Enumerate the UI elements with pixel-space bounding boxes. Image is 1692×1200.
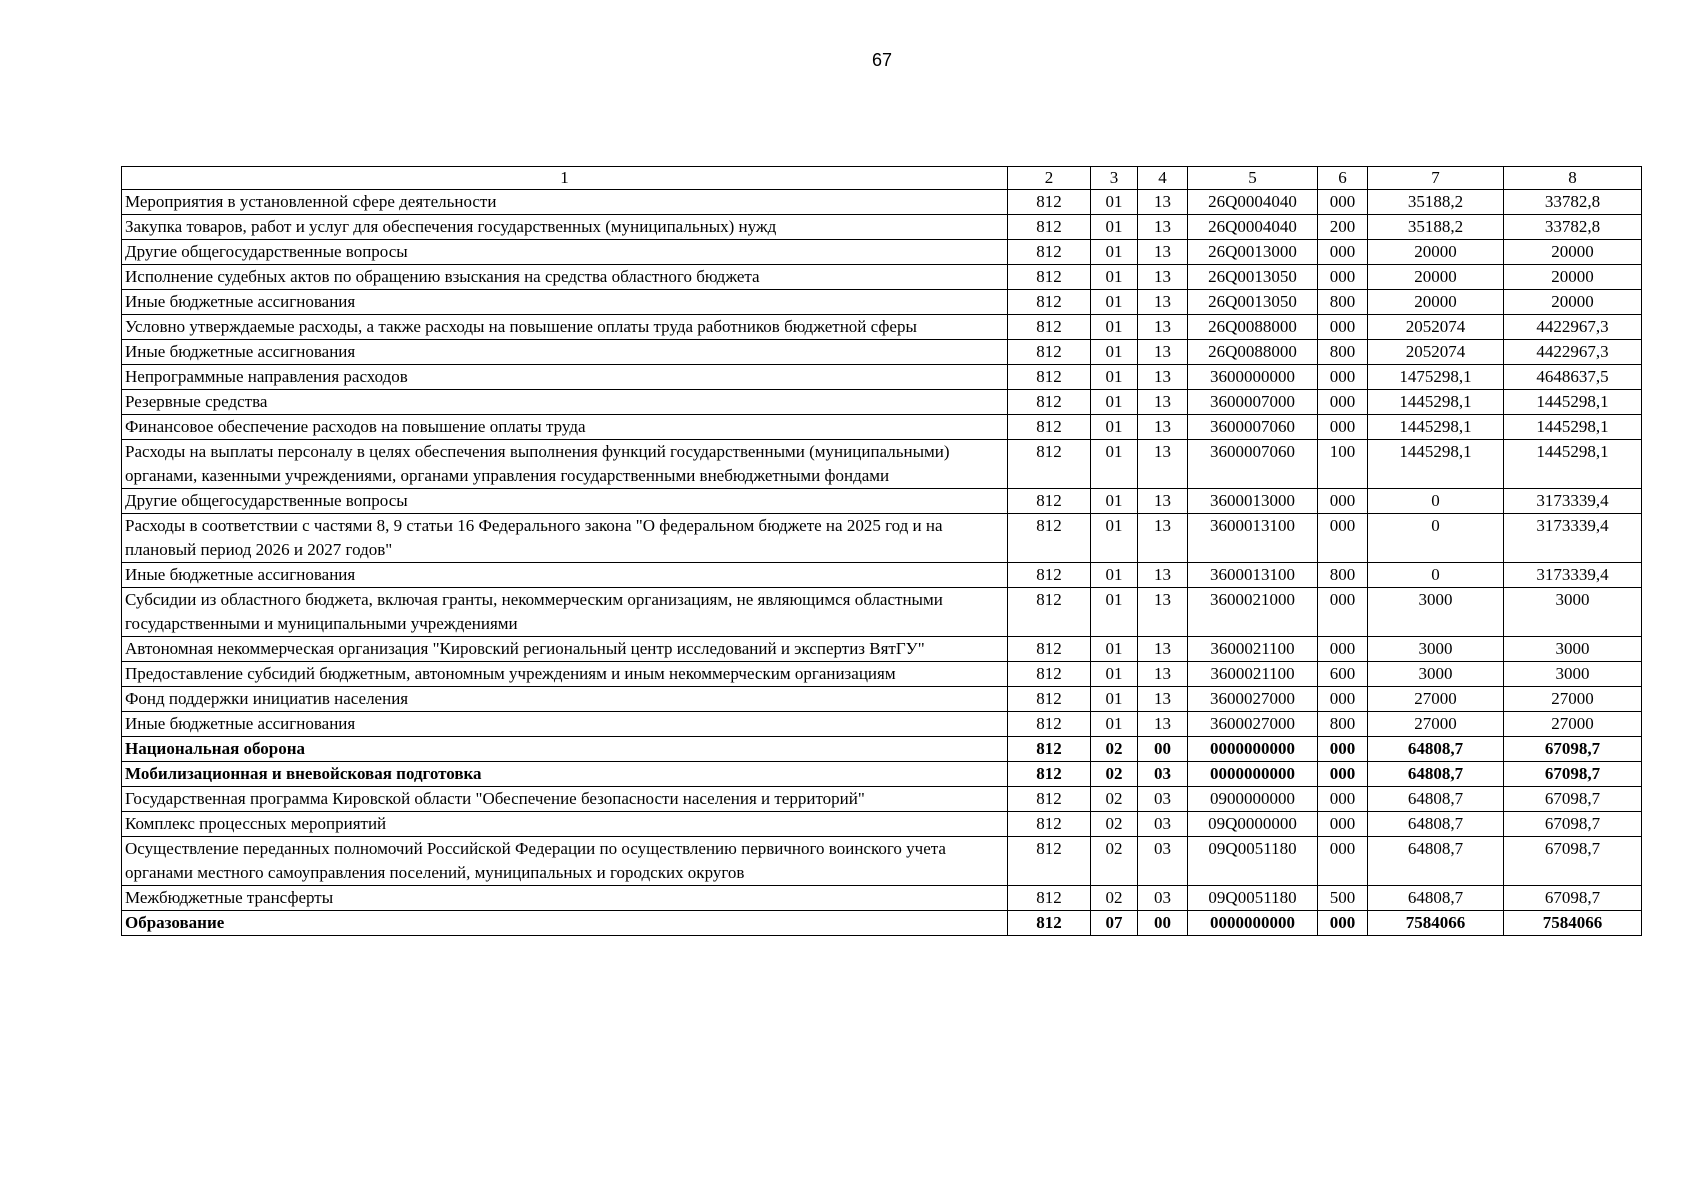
target-article-cell: 0000000000 bbox=[1188, 762, 1318, 787]
section-cell: 01 bbox=[1091, 588, 1138, 637]
amount-2026-cell: 64808,7 bbox=[1368, 886, 1504, 911]
table-body bbox=[122, 190, 1642, 936]
target-article-cell: 26Q0004040 bbox=[1188, 190, 1318, 215]
subsection-cell: 13 bbox=[1138, 215, 1188, 240]
ministry-code-cell: 812 bbox=[1008, 712, 1091, 737]
ministry-code-cell: 812 bbox=[1008, 737, 1091, 762]
expense-type-cell: 000 bbox=[1318, 812, 1368, 837]
ministry-code-cell: 812 bbox=[1008, 240, 1091, 265]
section-cell: 02 bbox=[1091, 837, 1138, 886]
row-name-cell: Автономная некоммерческая организация "Кировский региональный центр исследований и экспертиз ВятГУ" bbox=[122, 637, 1008, 662]
target-article-cell: 26Q0004040 bbox=[1188, 215, 1318, 240]
target-article-cell: 3600007000 bbox=[1188, 390, 1318, 415]
subsection-cell: 13 bbox=[1138, 712, 1188, 737]
amount-2026-cell: 0 bbox=[1368, 514, 1504, 563]
section-cell: 01 bbox=[1091, 514, 1138, 563]
section-cell: 02 bbox=[1091, 762, 1138, 787]
section-cell: 01 bbox=[1091, 215, 1138, 240]
amount-2027-cell: 20000 bbox=[1504, 265, 1642, 290]
amount-2026-cell: 20000 bbox=[1368, 265, 1504, 290]
row-name-cell: Иные бюджетные ассигнования bbox=[122, 340, 1008, 365]
amount-2027-cell: 33782,8 bbox=[1504, 215, 1642, 240]
row-name-cell: Условно утверждаемые расходы, а также расходы на повышение оплаты труда работников бюджетной сферы bbox=[122, 315, 1008, 340]
target-article-cell: 26Q0088000 bbox=[1188, 315, 1318, 340]
amount-2027-cell: 7584066 bbox=[1504, 911, 1642, 936]
amount-2027-cell: 67098,7 bbox=[1504, 812, 1642, 837]
row-name-cell: Комплекс процессных мероприятий bbox=[122, 812, 1008, 837]
amount-2027-cell: 20000 bbox=[1504, 290, 1642, 315]
ministry-code-cell: 812 bbox=[1008, 687, 1091, 712]
ministry-code-cell: 812 bbox=[1008, 440, 1091, 489]
row-name-cell: Иные бюджетные ассигнования bbox=[122, 563, 1008, 588]
expense-type-cell: 800 bbox=[1318, 712, 1368, 737]
section-cell: 01 bbox=[1091, 687, 1138, 712]
table-row bbox=[122, 762, 1642, 787]
subsection-cell: 13 bbox=[1138, 440, 1188, 489]
subsection-cell: 13 bbox=[1138, 637, 1188, 662]
expense-type-cell: 000 bbox=[1318, 489, 1368, 514]
expense-type-cell: 800 bbox=[1318, 563, 1368, 588]
section-cell: 01 bbox=[1091, 712, 1138, 737]
amount-2027-cell: 67098,7 bbox=[1504, 737, 1642, 762]
target-article-cell: 3600013100 bbox=[1188, 563, 1318, 588]
subsection-cell: 13 bbox=[1138, 563, 1188, 588]
target-article-cell: 3600013100 bbox=[1188, 514, 1318, 563]
amount-2027-cell: 3173339,4 bbox=[1504, 514, 1642, 563]
expense-type-cell: 000 bbox=[1318, 315, 1368, 340]
page-number: 67 bbox=[871, 50, 893, 70]
expense-type-cell: 000 bbox=[1318, 265, 1368, 290]
expense-type-cell: 000 bbox=[1318, 588, 1368, 637]
table-row bbox=[122, 911, 1642, 936]
subsection-cell: 13 bbox=[1138, 687, 1188, 712]
amount-2026-cell: 64808,7 bbox=[1368, 737, 1504, 762]
subsection-cell: 13 bbox=[1138, 190, 1188, 215]
table-row bbox=[122, 837, 1642, 886]
column-header: 6 bbox=[1318, 167, 1368, 190]
expense-type-cell: 800 bbox=[1318, 340, 1368, 365]
expense-type-cell: 200 bbox=[1318, 215, 1368, 240]
ministry-code-cell: 812 bbox=[1008, 514, 1091, 563]
subsection-cell: 13 bbox=[1138, 489, 1188, 514]
amount-2027-cell: 1445298,1 bbox=[1504, 440, 1642, 489]
row-name-cell: Национальная оборона bbox=[122, 737, 1008, 762]
target-article-cell: 3600013000 bbox=[1188, 489, 1318, 514]
header-row bbox=[122, 167, 1642, 190]
target-article-cell: 09Q0000000 bbox=[1188, 812, 1318, 837]
section-cell: 01 bbox=[1091, 489, 1138, 514]
ministry-code-cell: 812 bbox=[1008, 762, 1091, 787]
section-cell: 01 bbox=[1091, 440, 1138, 489]
row-name-cell: Межбюджетные трансферты bbox=[122, 886, 1008, 911]
ministry-code-cell: 812 bbox=[1008, 637, 1091, 662]
expense-type-cell: 000 bbox=[1318, 514, 1368, 563]
section-cell: 02 bbox=[1091, 737, 1138, 762]
column-header: 5 bbox=[1188, 167, 1318, 190]
table-row bbox=[122, 415, 1642, 440]
row-name-cell: Другие общегосударственные вопросы bbox=[122, 489, 1008, 514]
subsection-cell: 13 bbox=[1138, 340, 1188, 365]
subsection-cell: 03 bbox=[1138, 886, 1188, 911]
section-cell: 02 bbox=[1091, 886, 1138, 911]
ministry-code-cell: 812 bbox=[1008, 563, 1091, 588]
amount-2026-cell: 64808,7 bbox=[1368, 762, 1504, 787]
amount-2026-cell: 0 bbox=[1368, 489, 1504, 514]
section-cell: 01 bbox=[1091, 240, 1138, 265]
subsection-cell: 13 bbox=[1138, 662, 1188, 687]
table-row bbox=[122, 662, 1642, 687]
section-cell: 01 bbox=[1091, 390, 1138, 415]
amount-2026-cell: 64808,7 bbox=[1368, 787, 1504, 812]
amount-2026-cell: 1445298,1 bbox=[1368, 415, 1504, 440]
row-name-cell: Финансовое обеспечение расходов на повышение оплаты труда bbox=[122, 415, 1008, 440]
amount-2026-cell: 35188,2 bbox=[1368, 215, 1504, 240]
table-row bbox=[122, 737, 1642, 762]
expense-type-cell: 000 bbox=[1318, 415, 1368, 440]
ministry-code-cell: 812 bbox=[1008, 787, 1091, 812]
expense-type-cell: 000 bbox=[1318, 687, 1368, 712]
subsection-cell: 00 bbox=[1138, 911, 1188, 936]
budget-table bbox=[121, 166, 1642, 936]
ministry-code-cell: 812 bbox=[1008, 265, 1091, 290]
table-row bbox=[122, 190, 1642, 215]
ministry-code-cell: 812 bbox=[1008, 390, 1091, 415]
column-header: 4 bbox=[1138, 167, 1188, 190]
subsection-cell: 03 bbox=[1138, 812, 1188, 837]
amount-2026-cell: 20000 bbox=[1368, 290, 1504, 315]
row-name-cell: Расходы в соответствии с частями 8, 9 статьи 16 Федерального закона "О федеральном бюджете на 2025 год и на плановый период 2026 и 2027 годов" bbox=[122, 514, 1008, 563]
table-row bbox=[122, 240, 1642, 265]
amount-2026-cell: 7584066 bbox=[1368, 911, 1504, 936]
expense-type-cell: 000 bbox=[1318, 762, 1368, 787]
row-name-cell: Резервные средства bbox=[122, 390, 1008, 415]
ministry-code-cell: 812 bbox=[1008, 886, 1091, 911]
table-row bbox=[122, 489, 1642, 514]
amount-2026-cell: 35188,2 bbox=[1368, 190, 1504, 215]
target-article-cell: 3600027000 bbox=[1188, 687, 1318, 712]
column-header: 2 bbox=[1008, 167, 1091, 190]
table-row bbox=[122, 340, 1642, 365]
row-name-cell: Образование bbox=[122, 911, 1008, 936]
target-article-cell: 0000000000 bbox=[1188, 911, 1318, 936]
section-cell: 02 bbox=[1091, 787, 1138, 812]
amount-2027-cell: 1445298,1 bbox=[1504, 415, 1642, 440]
amount-2027-cell: 3000 bbox=[1504, 588, 1642, 637]
row-name-cell: Другие общегосударственные вопросы bbox=[122, 240, 1008, 265]
target-article-cell: 09Q0051180 bbox=[1188, 886, 1318, 911]
column-header: 1 bbox=[122, 167, 1008, 190]
row-name-cell: Осуществление переданных полномочий Российской Федерации по осуществлению первичного воинского учета органами местного самоуправления поселений, муниципальных и городских округов bbox=[122, 837, 1008, 886]
row-name-cell: Исполнение судебных актов по обращению взыскания на средства областного бюджета bbox=[122, 265, 1008, 290]
table-row bbox=[122, 290, 1642, 315]
expense-type-cell: 000 bbox=[1318, 737, 1368, 762]
row-name-cell: Государственная программа Кировской области "Обеспечение безопасности населения и территорий" bbox=[122, 787, 1008, 812]
table-row bbox=[122, 315, 1642, 340]
table-row bbox=[122, 588, 1642, 637]
amount-2027-cell: 67098,7 bbox=[1504, 762, 1642, 787]
amount-2026-cell: 1445298,1 bbox=[1368, 390, 1504, 415]
table-row bbox=[122, 687, 1642, 712]
ministry-code-cell: 812 bbox=[1008, 215, 1091, 240]
target-article-cell: 26Q0088000 bbox=[1188, 340, 1318, 365]
section-cell: 01 bbox=[1091, 365, 1138, 390]
target-article-cell: 3600007060 bbox=[1188, 440, 1318, 489]
row-name-cell: Расходы на выплаты персоналу в целях обеспечения выполнения функций государственными (муниципальными) органами, казенными учреждениями, органами управления государственными внебюджетными фондами bbox=[122, 440, 1008, 489]
row-name-cell: Предоставление субсидий бюджетным, автономным учреждениям и иным некоммерческим организациям bbox=[122, 662, 1008, 687]
ministry-code-cell: 812 bbox=[1008, 489, 1091, 514]
table-row bbox=[122, 365, 1642, 390]
column-header: 3 bbox=[1091, 167, 1138, 190]
amount-2027-cell: 3173339,4 bbox=[1504, 489, 1642, 514]
expense-type-cell: 000 bbox=[1318, 365, 1368, 390]
amount-2027-cell: 4422967,3 bbox=[1504, 315, 1642, 340]
table-row bbox=[122, 712, 1642, 737]
amount-2027-cell: 4648637,5 bbox=[1504, 365, 1642, 390]
section-cell: 07 bbox=[1091, 911, 1138, 936]
row-name-cell: Мобилизационная и вневойсковая подготовка bbox=[122, 762, 1008, 787]
amount-2026-cell: 2052074 bbox=[1368, 315, 1504, 340]
target-article-cell: 3600000000 bbox=[1188, 365, 1318, 390]
row-name-cell: Непрограммные направления расходов bbox=[122, 365, 1008, 390]
ministry-code-cell: 812 bbox=[1008, 588, 1091, 637]
section-cell: 01 bbox=[1091, 190, 1138, 215]
amount-2026-cell: 64808,7 bbox=[1368, 837, 1504, 886]
subsection-cell: 13 bbox=[1138, 415, 1188, 440]
subsection-cell: 03 bbox=[1138, 787, 1188, 812]
section-cell: 02 bbox=[1091, 812, 1138, 837]
table-row bbox=[122, 265, 1642, 290]
table-row bbox=[122, 637, 1642, 662]
subsection-cell: 13 bbox=[1138, 365, 1188, 390]
amount-2027-cell: 1445298,1 bbox=[1504, 390, 1642, 415]
expense-type-cell: 000 bbox=[1318, 787, 1368, 812]
table-row bbox=[122, 514, 1642, 563]
section-cell: 01 bbox=[1091, 315, 1138, 340]
table-row bbox=[122, 215, 1642, 240]
row-name-cell: Субсидии из областного бюджета, включая гранты, некоммерческим организациям, не являющимся областными государственными и муниципальными учреждениями bbox=[122, 588, 1008, 637]
subsection-cell: 03 bbox=[1138, 837, 1188, 886]
subsection-cell: 13 bbox=[1138, 290, 1188, 315]
ministry-code-cell: 812 bbox=[1008, 315, 1091, 340]
target-article-cell: 0000000000 bbox=[1188, 737, 1318, 762]
ministry-code-cell: 812 bbox=[1008, 662, 1091, 687]
section-cell: 01 bbox=[1091, 563, 1138, 588]
amount-2027-cell: 33782,8 bbox=[1504, 190, 1642, 215]
row-name-cell: Иные бюджетные ассигнования bbox=[122, 712, 1008, 737]
amount-2027-cell: 3000 bbox=[1504, 662, 1642, 687]
expense-type-cell: 600 bbox=[1318, 662, 1368, 687]
target-article-cell: 26Q0013050 bbox=[1188, 290, 1318, 315]
ministry-code-cell: 812 bbox=[1008, 415, 1091, 440]
table-row bbox=[122, 563, 1642, 588]
amount-2026-cell: 1445298,1 bbox=[1368, 440, 1504, 489]
target-article-cell: 3600021100 bbox=[1188, 662, 1318, 687]
section-cell: 01 bbox=[1091, 662, 1138, 687]
subsection-cell: 13 bbox=[1138, 240, 1188, 265]
target-article-cell: 3600021000 bbox=[1188, 588, 1318, 637]
subsection-cell: 13 bbox=[1138, 390, 1188, 415]
amount-2026-cell: 27000 bbox=[1368, 712, 1504, 737]
amount-2027-cell: 4422967,3 bbox=[1504, 340, 1642, 365]
subsection-cell: 13 bbox=[1138, 265, 1188, 290]
target-article-cell: 26Q0013000 bbox=[1188, 240, 1318, 265]
table-row bbox=[122, 886, 1642, 911]
target-article-cell: 26Q0013050 bbox=[1188, 265, 1318, 290]
ministry-code-cell: 812 bbox=[1008, 812, 1091, 837]
amount-2026-cell: 0 bbox=[1368, 563, 1504, 588]
subsection-cell: 00 bbox=[1138, 737, 1188, 762]
expense-type-cell: 800 bbox=[1318, 290, 1368, 315]
expense-type-cell: 500 bbox=[1318, 886, 1368, 911]
expense-type-cell: 000 bbox=[1318, 637, 1368, 662]
amount-2026-cell: 3000 bbox=[1368, 588, 1504, 637]
subsection-cell: 13 bbox=[1138, 514, 1188, 563]
amount-2027-cell: 67098,7 bbox=[1504, 787, 1642, 812]
amount-2027-cell: 20000 bbox=[1504, 240, 1642, 265]
amount-2026-cell: 64808,7 bbox=[1368, 812, 1504, 837]
subsection-cell: 03 bbox=[1138, 762, 1188, 787]
table-row bbox=[122, 787, 1642, 812]
amount-2026-cell: 1475298,1 bbox=[1368, 365, 1504, 390]
amount-2027-cell: 3173339,4 bbox=[1504, 563, 1642, 588]
amount-2026-cell: 2052074 bbox=[1368, 340, 1504, 365]
section-cell: 01 bbox=[1091, 415, 1138, 440]
row-name-cell: Фонд поддержки инициатив населения bbox=[122, 687, 1008, 712]
amount-2027-cell: 27000 bbox=[1504, 712, 1642, 737]
target-article-cell: 3600027000 bbox=[1188, 712, 1318, 737]
expense-type-cell: 000 bbox=[1318, 240, 1368, 265]
amount-2027-cell: 27000 bbox=[1504, 687, 1642, 712]
section-cell: 01 bbox=[1091, 265, 1138, 290]
amount-2026-cell: 20000 bbox=[1368, 240, 1504, 265]
row-name-cell: Закупка товаров, работ и услуг для обеспечения государственных (муниципальных) нужд bbox=[122, 215, 1008, 240]
ministry-code-cell: 812 bbox=[1008, 340, 1091, 365]
section-cell: 01 bbox=[1091, 340, 1138, 365]
section-cell: 01 bbox=[1091, 290, 1138, 315]
expense-type-cell: 000 bbox=[1318, 911, 1368, 936]
table-row bbox=[122, 812, 1642, 837]
ministry-code-cell: 812 bbox=[1008, 365, 1091, 390]
target-article-cell: 0900000000 bbox=[1188, 787, 1318, 812]
ministry-code-cell: 812 bbox=[1008, 911, 1091, 936]
expense-type-cell: 000 bbox=[1318, 390, 1368, 415]
ministry-code-cell: 812 bbox=[1008, 190, 1091, 215]
amount-2026-cell: 27000 bbox=[1368, 687, 1504, 712]
amount-2026-cell: 3000 bbox=[1368, 637, 1504, 662]
amount-2027-cell: 3000 bbox=[1504, 637, 1642, 662]
target-article-cell: 3600007060 bbox=[1188, 415, 1318, 440]
ministry-code-cell: 812 bbox=[1008, 837, 1091, 886]
row-name-cell: Иные бюджетные ассигнования bbox=[122, 290, 1008, 315]
subsection-cell: 13 bbox=[1138, 588, 1188, 637]
amount-2026-cell: 3000 bbox=[1368, 662, 1504, 687]
amount-2027-cell: 67098,7 bbox=[1504, 837, 1642, 886]
row-name-cell: Мероприятия в установленной сфере деятельности bbox=[122, 190, 1008, 215]
section-cell: 01 bbox=[1091, 637, 1138, 662]
ministry-code-cell: 812 bbox=[1008, 290, 1091, 315]
expense-type-cell: 000 bbox=[1318, 837, 1368, 886]
table-row bbox=[122, 390, 1642, 415]
subsection-cell: 13 bbox=[1138, 315, 1188, 340]
target-article-cell: 09Q0051180 bbox=[1188, 837, 1318, 886]
table-row bbox=[122, 440, 1642, 489]
expense-type-cell: 100 bbox=[1318, 440, 1368, 489]
column-header: 7 bbox=[1368, 167, 1504, 190]
column-header: 8 bbox=[1504, 167, 1642, 190]
target-article-cell: 3600021100 bbox=[1188, 637, 1318, 662]
expense-type-cell: 000 bbox=[1318, 190, 1368, 215]
amount-2027-cell: 67098,7 bbox=[1504, 886, 1642, 911]
